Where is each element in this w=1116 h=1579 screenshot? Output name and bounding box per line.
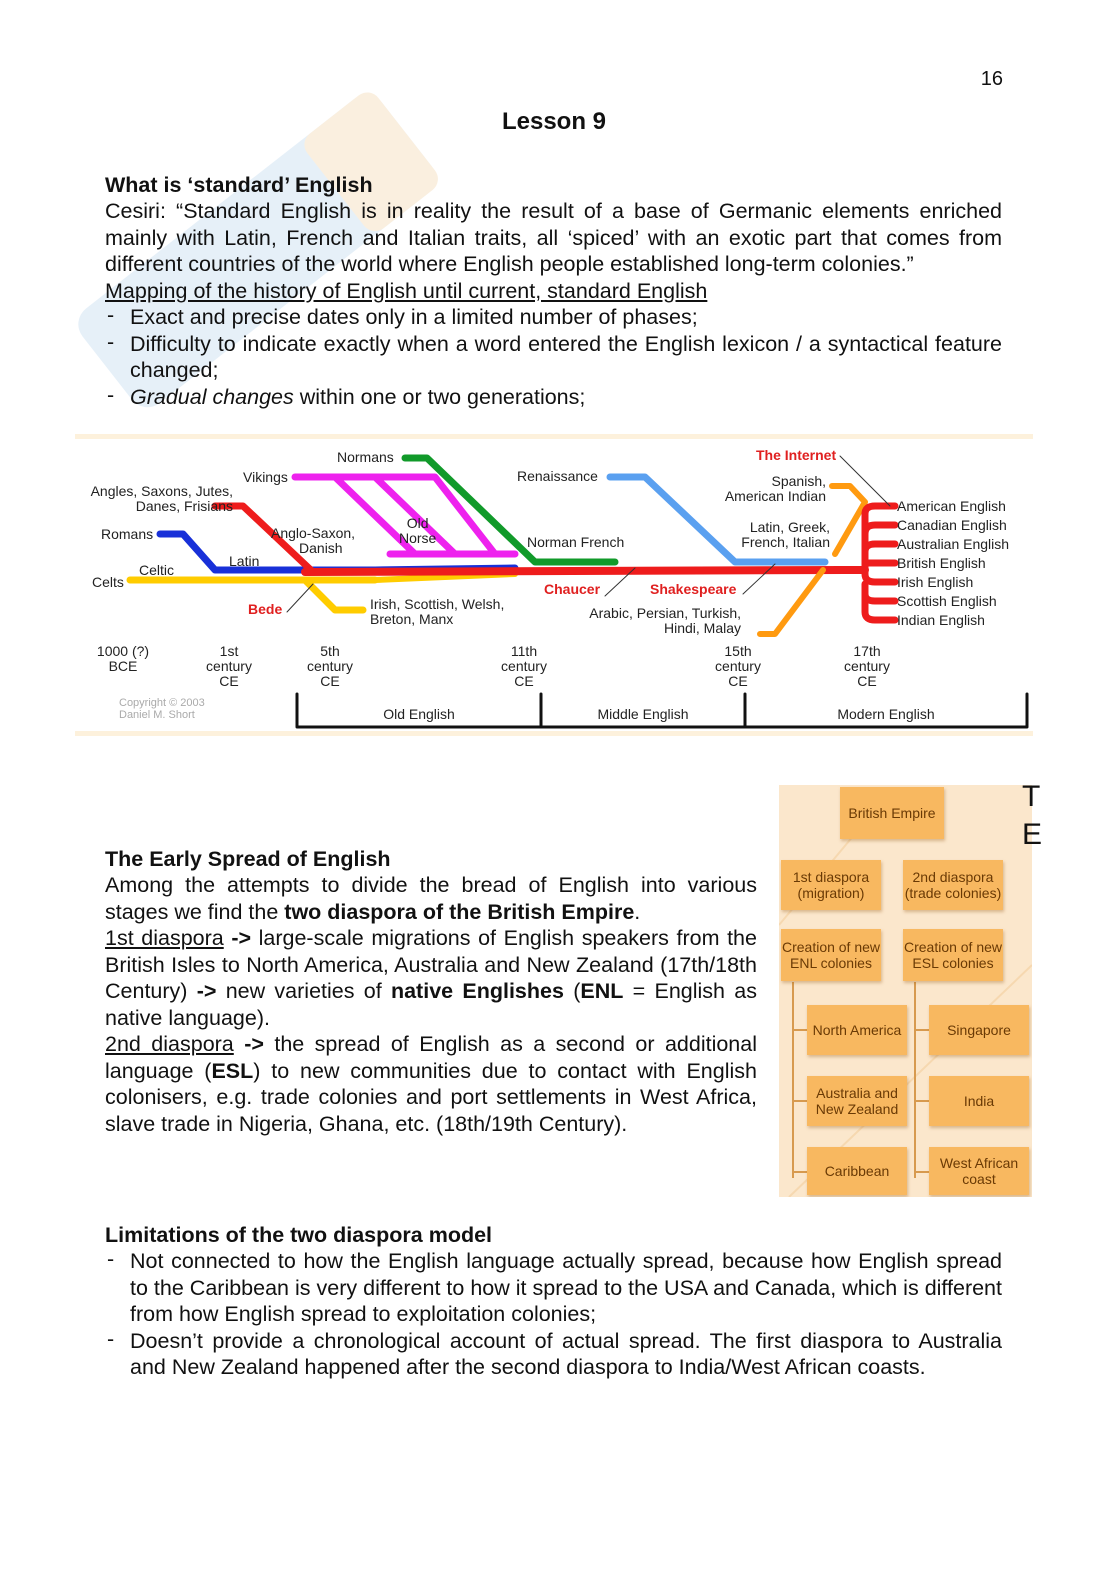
- date-label: [300, 644, 360, 689]
- text: Old: [406, 515, 429, 531]
- period-middle-english: Middle English: [597, 706, 689, 722]
- variety-label: Australian English: [897, 536, 1010, 552]
- text: century: [501, 658, 547, 674]
- connector: [792, 982, 794, 1178]
- mapping-subheading: Mapping of the history of English until current, standard English: [105, 278, 708, 303]
- line-spanish: [832, 486, 865, 554]
- british-empire-diagram: [779, 785, 1032, 1197]
- box-singapore: Singapore: [929, 1005, 1029, 1055]
- bullet-list: [105, 1248, 1002, 1381]
- text: ) to new communities due to contact with English colonisers, e.g. trade colonies and port settlements in West Africa, slave trade in Nigeria, Ghana, etc. (18th/19th Century).: [105, 1058, 757, 1136]
- date-label: [494, 644, 554, 689]
- period-old-english: Old English: [383, 706, 455, 722]
- paragraph-first-diaspora: [105, 925, 757, 1031]
- variety-label: Scottish English: [897, 593, 997, 609]
- bold-text: two diaspora of the British Empire: [284, 899, 635, 924]
- box-india: India: [929, 1076, 1029, 1126]
- top-rule: [75, 434, 1033, 439]
- period-modern-english: Modern English: [837, 706, 935, 722]
- box-first-diaspora: 1st diaspora (migration): [781, 860, 881, 910]
- text: Anglo-Saxon,: [271, 525, 356, 541]
- pointer-bede: [287, 584, 313, 612]
- fan-australian: [865, 544, 895, 552]
- connector: [914, 1029, 929, 1031]
- text: CE: [514, 673, 534, 689]
- text: Danes, Frisians: [135, 498, 233, 514]
- label-normans: Normans: [337, 449, 394, 465]
- text: CE: [728, 673, 748, 689]
- text: CE: [857, 673, 877, 689]
- label-celtic: Celtic: [139, 562, 175, 578]
- cesiri-quote: Cesiri: “Standard English is in reality the result of a base of Germanic elements enriched mainly with Latin, French and Italian traits, all ‘spiced’ with an exotic part that comes from different countries of the world where English people established long-term colonies.”: [105, 199, 1002, 276]
- text: Irish, Scottish, Welsh,: [370, 596, 505, 612]
- list-item: [105, 384, 1002, 411]
- box-british-empire: British Empire: [840, 787, 944, 839]
- text: = English as native language).: [105, 979, 757, 1030]
- text: Arabic, Persian, Turkish,: [589, 605, 741, 621]
- section-limitations: [105, 1222, 1002, 1381]
- date-label: [93, 644, 153, 674]
- connector: [914, 1171, 929, 1173]
- text: Among the attempts to divide the bread of English into various stages we find the: [105, 873, 757, 924]
- text: 11th: [510, 643, 538, 659]
- box-esl-colonies: Creation of new ESL colonies: [903, 929, 1003, 981]
- fan-irish: [865, 570, 895, 582]
- text: large-scale migrations of English speakers from the British Isles to North America, Australia and New Zealand (17th/18th Century): [105, 926, 757, 1003]
- connector: [914, 1100, 929, 1102]
- date-label: [708, 644, 768, 689]
- text: CE: [320, 673, 340, 689]
- text: Copyright © 2003: [119, 697, 205, 709]
- english-history-timeline: [75, 434, 1033, 736]
- text: (: [563, 979, 581, 1003]
- text: Latin, Greek,: [749, 519, 830, 535]
- connector: [792, 1171, 807, 1173]
- label-latin-greek: [741, 520, 830, 550]
- bold-text: ENL: [580, 979, 624, 1003]
- box-enl-colonies: Creation of new ENL colonies: [781, 929, 881, 981]
- text: 15th: [724, 643, 752, 659]
- cut-off-letter: E: [1022, 818, 1043, 851]
- label-arabic: [589, 606, 741, 636]
- arrow: ->: [196, 979, 217, 1003]
- arrow: ->: [244, 1032, 264, 1056]
- bold-text: ESL: [211, 1058, 254, 1083]
- line-celtic-branch: [305, 580, 363, 610]
- section-standard-english: [105, 172, 1002, 410]
- date-label: [199, 644, 259, 689]
- bottom-rule: [75, 731, 1033, 736]
- label-latin: Latin: [229, 553, 260, 569]
- label-shakespeare: Shakespeare: [650, 581, 737, 597]
- text: Danish: [299, 540, 343, 556]
- label-renaissance: Renaissance: [517, 468, 598, 484]
- variety-label: Indian English: [897, 612, 985, 628]
- label-celts: Celts: [92, 574, 124, 590]
- text: new varieties of: [216, 979, 391, 1003]
- paragraph-second-diaspora: [105, 1031, 757, 1137]
- copyright-label: [119, 697, 205, 721]
- bold-text: native Englishes: [390, 979, 564, 1003]
- label-internet: The Internet: [756, 447, 837, 463]
- italic-text: Gradual changes: [130, 384, 294, 409]
- box-west-african-coast: West African coast: [929, 1147, 1029, 1195]
- text: century: [715, 658, 761, 674]
- label-norman-french: Norman French: [527, 534, 625, 550]
- text: the spread of English as a second or additional language (: [105, 1032, 757, 1083]
- list-item: - Exact and precise dates only in a limited number of phases;: [105, 304, 1002, 331]
- label-celtic-languages: [370, 597, 504, 627]
- text: Daniel M. Short: [119, 709, 195, 721]
- main-trunk: [305, 570, 845, 572]
- paragraph: [105, 872, 757, 925]
- lesson-title: Lesson 9: [501, 108, 607, 135]
- term-first-diaspora: 1st diaspora: [105, 926, 224, 950]
- page-number: 16: [980, 68, 1003, 90]
- list-item: - Doesn’t provide a chronological account of actual spread. The first diaspora to Australia and New Zealand happened after the second diaspora to India/West African coasts.: [105, 1328, 1002, 1381]
- text: French, Italian: [741, 534, 830, 550]
- diagram-background: [779, 785, 1032, 1197]
- fan-canadian: [865, 525, 895, 534]
- box-north-america: North America: [807, 1005, 907, 1055]
- text: 17th: [853, 643, 881, 659]
- text: 5th: [320, 643, 340, 659]
- label-romans: Romans: [101, 526, 154, 542]
- label-chaucer: Chaucer: [544, 581, 601, 597]
- label-spanish: [725, 474, 826, 504]
- text: century: [844, 658, 890, 674]
- text: century: [206, 658, 252, 674]
- arrow: ->: [231, 926, 252, 950]
- variety-label: Irish English: [897, 574, 974, 590]
- connector: [914, 982, 916, 1178]
- box-caribbean: Caribbean: [807, 1147, 907, 1195]
- text: 1st: [219, 643, 239, 659]
- text: Hindi, Malay: [663, 620, 741, 636]
- text: Breton, Manx: [370, 611, 454, 627]
- text: .: [634, 899, 641, 924]
- label-bede: Bede: [248, 601, 283, 617]
- section-heading: Limitations of the two diaspora model: [105, 1223, 493, 1247]
- label-angles: [91, 484, 233, 514]
- label-vikings: Vikings: [243, 469, 288, 485]
- section-early-spread: [105, 846, 757, 1137]
- connector: [792, 1029, 807, 1031]
- text: CE: [219, 673, 239, 689]
- list-item: - Not connected to how the English language actually spread, because how English spread to the Caribbean is very different to how it spread to the USA and Canada, which is different from how English spread to exploitation colonies;: [105, 1248, 1002, 1328]
- text: American Indian: [724, 488, 826, 504]
- text: Angles, Saxons, Jutes,: [90, 483, 233, 499]
- text: BCE: [108, 658, 138, 674]
- list-item: - Difficulty to indicate exactly when a word entered the English lexicon / a syntactical feature changed;: [105, 331, 1002, 384]
- connector: [792, 1100, 807, 1102]
- variety-label: American English: [897, 498, 1006, 514]
- box-australia-nz: Australia and New Zealand: [807, 1076, 907, 1126]
- text: 1000 (?): [96, 643, 150, 659]
- text: century: [307, 658, 353, 674]
- label-anglo-saxon: [271, 526, 355, 556]
- bullet-list: [105, 304, 1002, 410]
- term-second-diaspora: 2nd diaspora: [105, 1032, 234, 1056]
- date-label: [837, 644, 897, 689]
- cut-off-letter: T: [1022, 780, 1041, 813]
- variety-label: British English: [897, 555, 986, 571]
- variety-label: Canadian English: [897, 517, 1007, 533]
- text: within one or two generations;: [293, 384, 586, 409]
- line-arabic: [760, 570, 823, 634]
- section-heading: What is ‘standard’ English: [105, 173, 373, 197]
- text: Spanish,: [771, 473, 826, 489]
- label-old-norse: [399, 516, 436, 546]
- section-heading: The Early Spread of English: [105, 847, 391, 871]
- fan-scottish: [865, 584, 895, 601]
- text: Norse: [399, 530, 437, 546]
- box-second-diaspora: 2nd diaspora (trade colonies): [903, 860, 1003, 910]
